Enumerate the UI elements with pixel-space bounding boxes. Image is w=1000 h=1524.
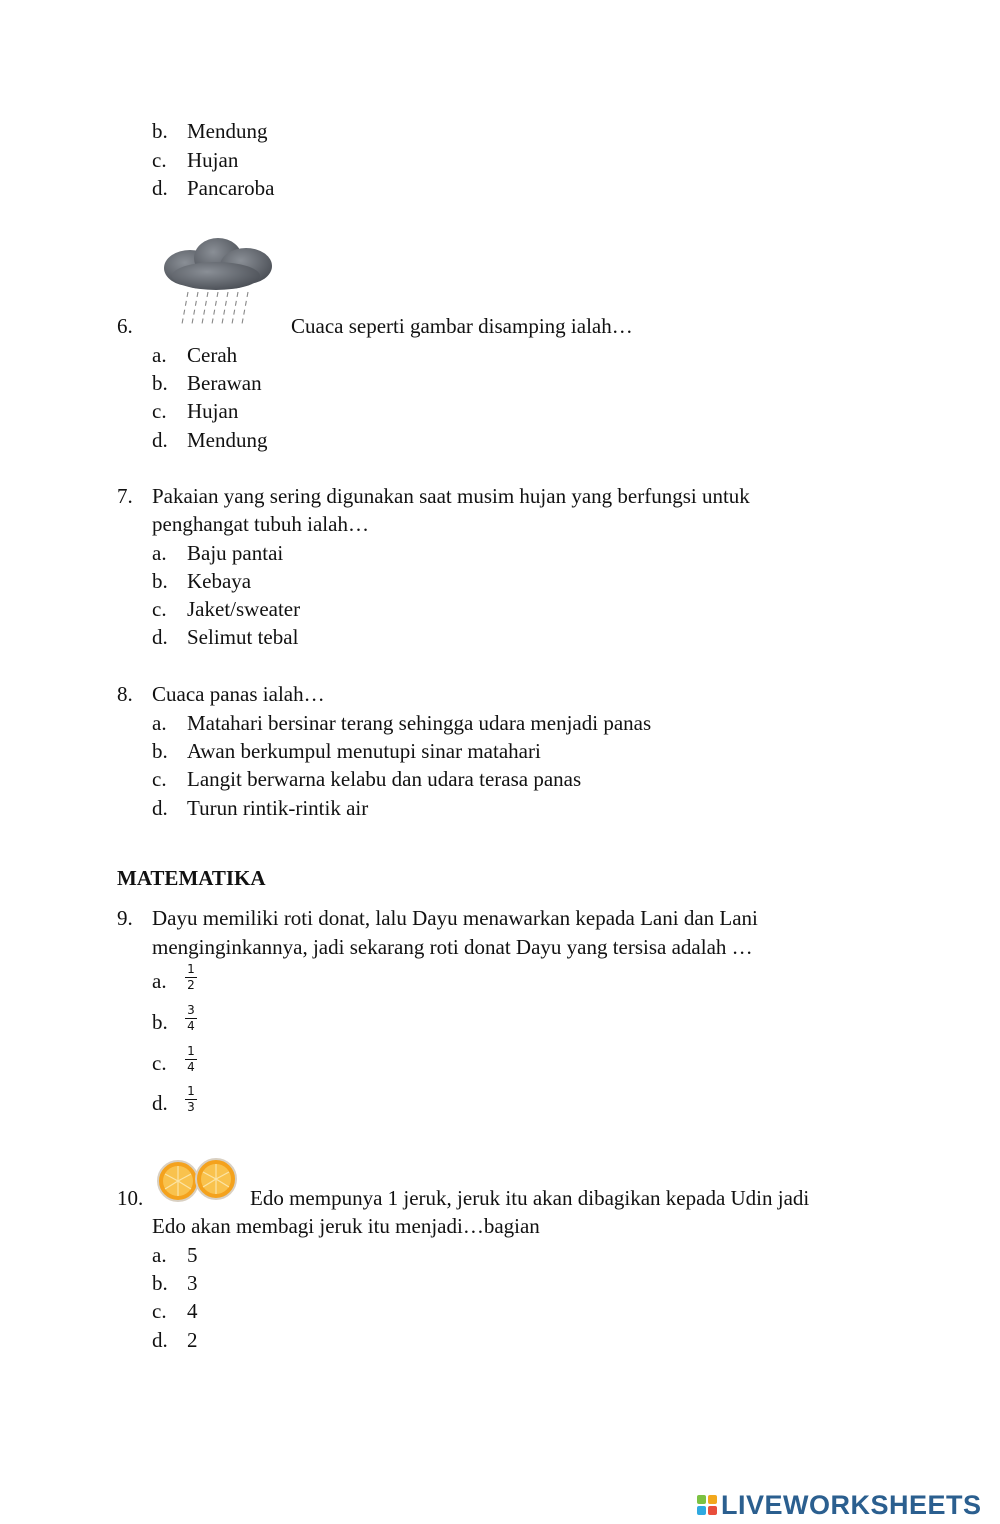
option-text: Mendung	[187, 428, 268, 452]
fraction-denominator: 4	[187, 1019, 195, 1033]
fraction-denominator: 2	[187, 978, 195, 992]
option-text: 5	[187, 1243, 198, 1267]
question-text: menginginkannya, jadi sekarang roti donat Dayu yang tersisa adalah …	[152, 935, 753, 959]
option-text: 4	[187, 1299, 198, 1323]
logo-square	[708, 1506, 717, 1515]
question-number: 6.	[117, 314, 133, 338]
brand-name: LIVEWORKSHEETS	[721, 1489, 982, 1520]
option-letter: c.	[152, 1051, 167, 1075]
option-letter: d.	[152, 176, 168, 200]
fraction-denominator: 3	[187, 1100, 195, 1114]
option-text: Turun rintik-rintik air	[187, 796, 369, 820]
logo-square	[697, 1495, 706, 1504]
option-text: Matahari bersinar terang sehingga udara menjadi panas	[187, 711, 652, 735]
option-letter: c.	[152, 597, 167, 621]
logo-square	[697, 1506, 706, 1515]
option-text: 3	[187, 1271, 198, 1295]
option-text: Awan berkumpul menutupi sinar matahari	[187, 739, 541, 763]
option-text: Kebaya	[187, 569, 252, 593]
question-number: 9.	[117, 906, 133, 930]
option-letter: d.	[152, 625, 168, 649]
option-letter: d.	[152, 1328, 168, 1352]
option-text: Pancaroba	[187, 176, 275, 200]
logo-mark-icon	[697, 1495, 717, 1515]
option-text: Cerah	[187, 343, 238, 367]
option-letter: a.	[152, 711, 167, 735]
fraction	[183, 1085, 199, 1114]
question-text: Pakaian yang sering digunakan saat musim hujan yang berfungsi untuk	[152, 484, 750, 508]
option-letter: c.	[152, 767, 167, 791]
option-letter: d.	[152, 1091, 168, 1115]
option-text: Langit berwarna kelabu dan udara terasa panas	[187, 767, 582, 791]
fraction	[183, 1045, 199, 1074]
question-text: Cuaca seperti gambar disamping ialah…	[291, 314, 633, 338]
question-text: penghangat tubuh ialah…	[152, 512, 369, 536]
fraction-numerator: 1	[187, 1044, 195, 1058]
fraction-numerator: 1	[187, 1084, 195, 1098]
option-letter: c.	[152, 1299, 167, 1323]
logo-square	[708, 1495, 717, 1504]
option-text: Mendung	[187, 119, 268, 143]
option-letter: c.	[152, 148, 167, 172]
option-text: Hujan	[187, 148, 239, 172]
option-letter: b.	[152, 119, 168, 143]
question-text: Dayu memiliki roti donat, lalu Dayu menawarkan kepada Lani dan Lani	[152, 906, 758, 930]
question-number: 10.	[117, 1186, 144, 1210]
option-letter: b.	[152, 1271, 168, 1295]
question-number: 8.	[117, 682, 133, 706]
option-letter: b.	[152, 371, 168, 395]
option-letter: c.	[152, 399, 167, 423]
fraction-denominator: 4	[187, 1060, 195, 1074]
option-letter: a.	[152, 343, 167, 367]
option-text: Baju pantai	[187, 541, 284, 565]
option-letter: a.	[152, 1243, 167, 1267]
option-letter: b.	[152, 1010, 168, 1034]
fraction-numerator: 3	[187, 1003, 195, 1017]
option-text: 2	[187, 1328, 198, 1352]
option-text: Hujan	[187, 399, 239, 423]
question-number: 7.	[117, 484, 133, 508]
option-letter: d.	[152, 796, 168, 820]
fraction	[183, 963, 199, 992]
liveworksheets-logo[interactable]	[697, 1490, 982, 1520]
fraction	[183, 1004, 199, 1033]
rain-cloud-icon	[160, 236, 276, 328]
option-text: Selimut tebal	[187, 625, 299, 649]
fraction-numerator: 1	[187, 962, 195, 976]
option-letter: b.	[152, 569, 168, 593]
option-letter: b.	[152, 739, 168, 763]
option-letter: a.	[152, 541, 167, 565]
orange-slices-icon	[156, 1158, 240, 1204]
option-text: Jaket/sweater	[187, 597, 301, 621]
section-heading: MATEMATIKA	[117, 866, 266, 890]
question-text: Edo mempunya 1 jeruk, jeruk itu akan dibagikan kepada Udin jadi	[250, 1186, 810, 1210]
option-letter: a.	[152, 969, 167, 993]
question-text: Cuaca panas ialah…	[152, 682, 325, 706]
question-text: Edo akan membagi jeruk itu menjadi…bagian	[152, 1214, 540, 1238]
option-letter: d.	[152, 428, 168, 452]
option-text: Berawan	[187, 371, 262, 395]
